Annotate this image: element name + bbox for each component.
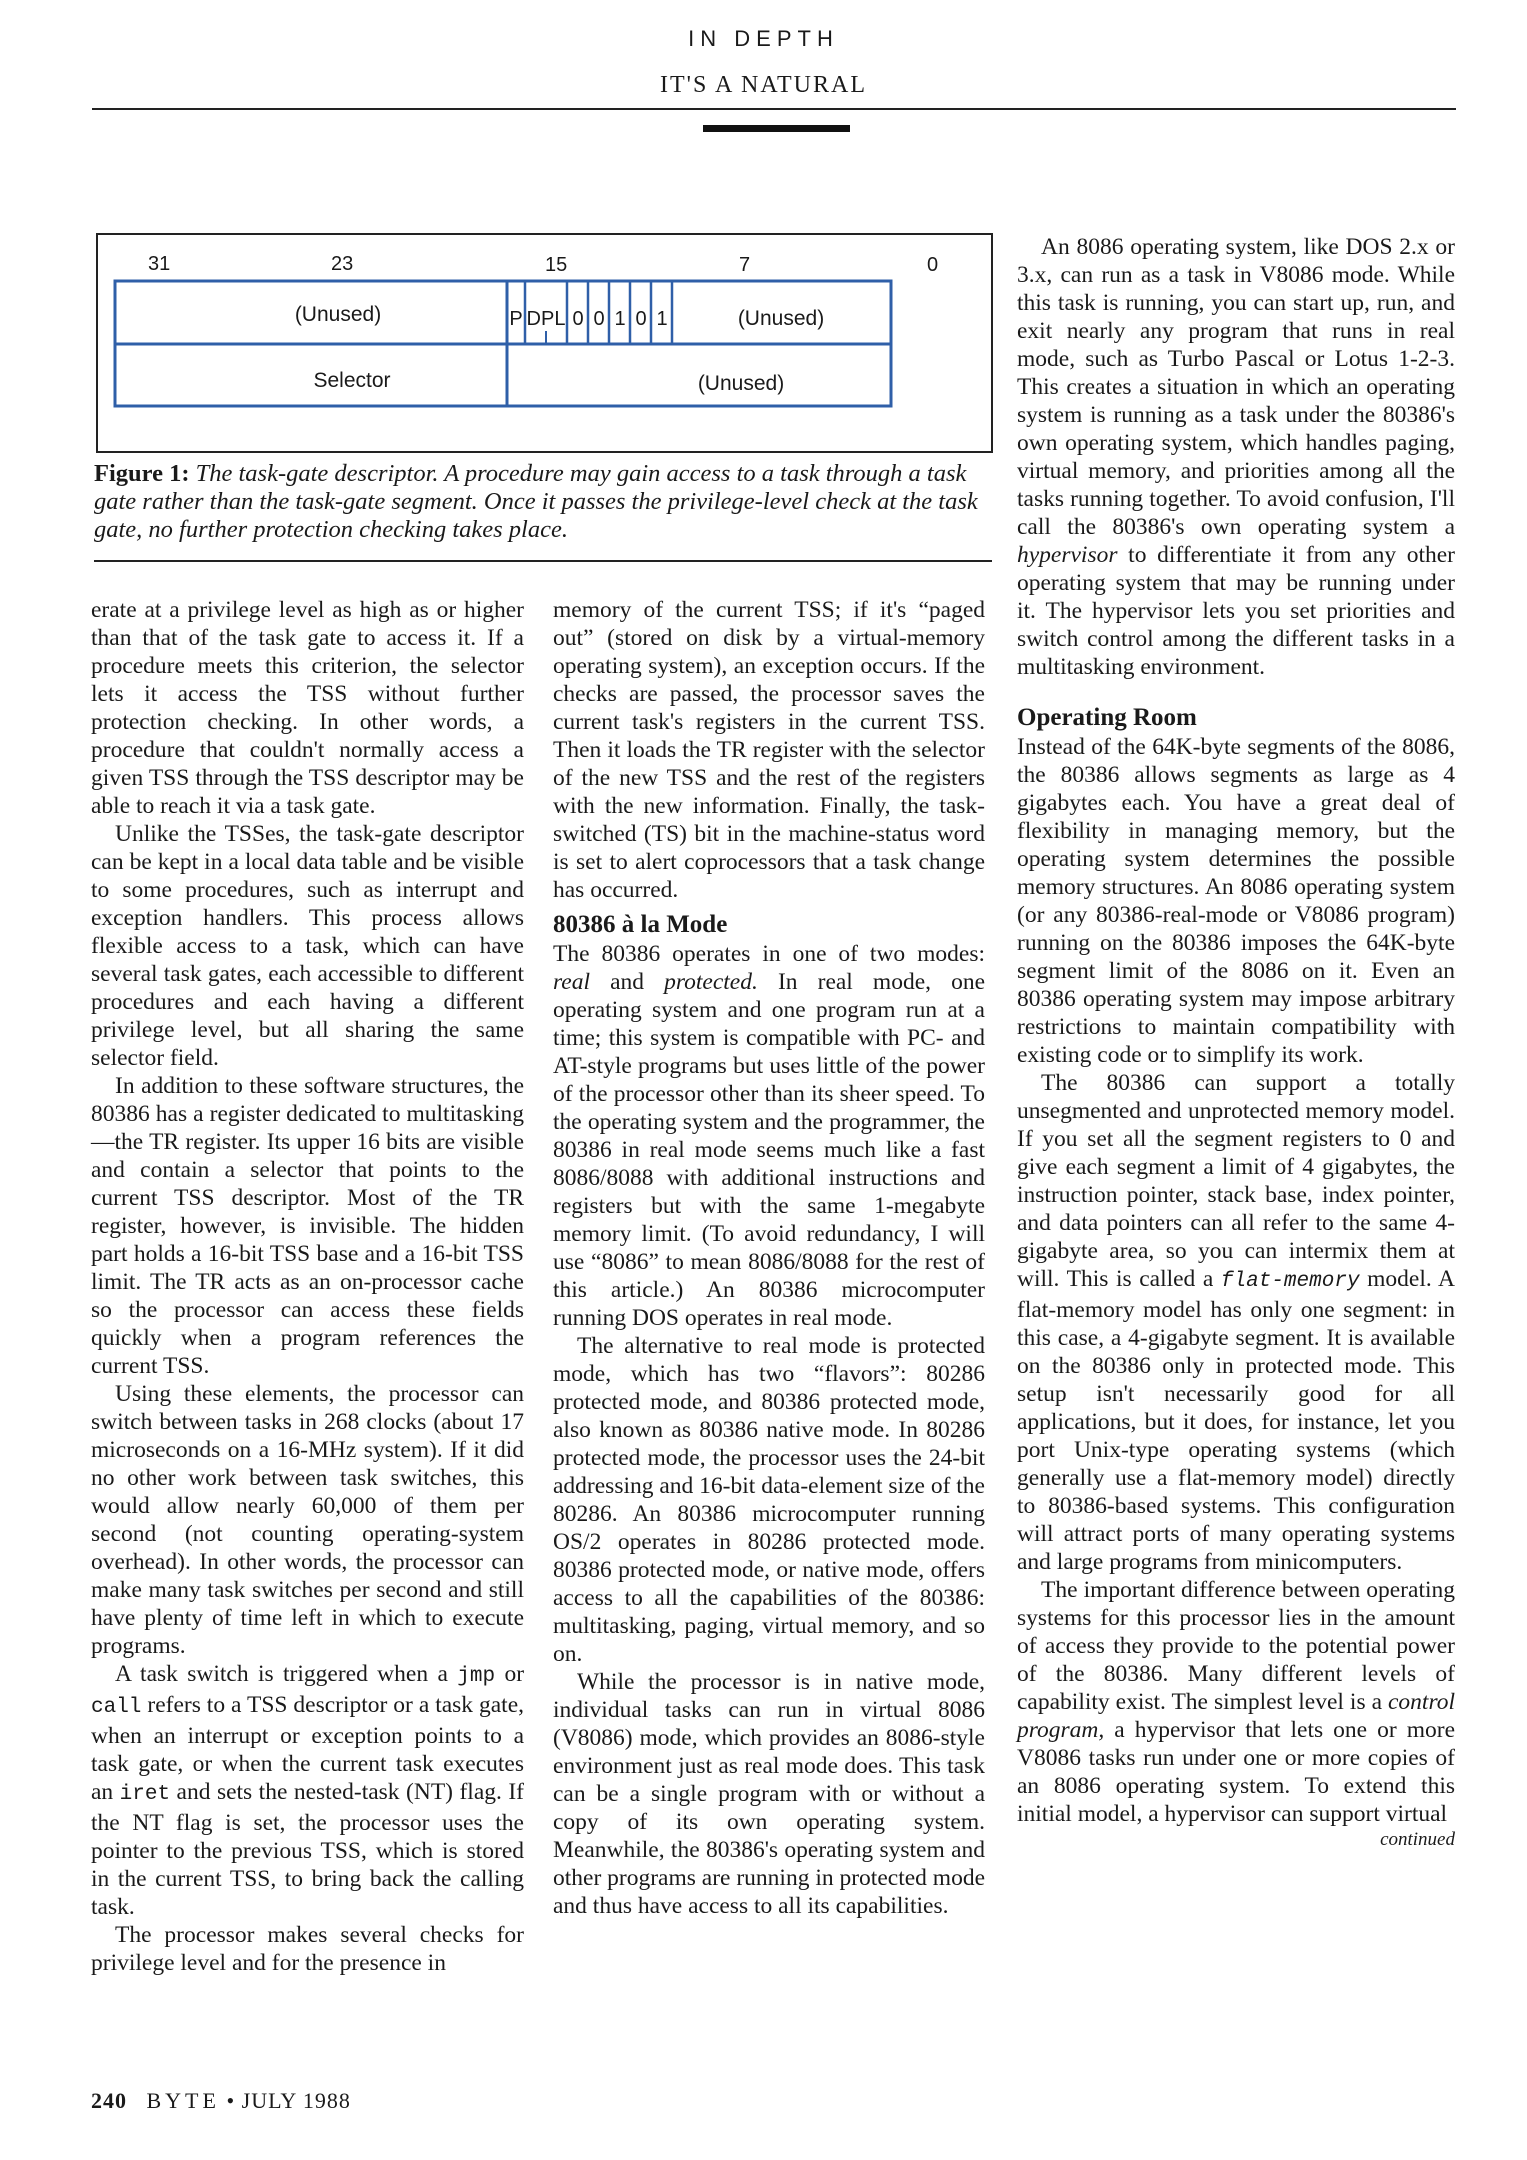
text: An 8086 operating system, like DOS 2.x or 3.x, can run as a task in V8086 mode. While this task is running, you can start up, run, and exit nearly any program that runs in real mode, such as Turbo Pascal or Lotus 1-2-3. This creates a situation in which an operating system is running as a task under the 80386's own operating system, which handles paging, virtual memory, and priorities among all the tasks running together. To avoid confusion, I'll call the 80386's own operating system a <box>1017 234 1455 540</box>
text: model. A flat-memory model has only one segment: in this case, a 4-gigabyte segment. It is available on the 80386 only in protected mode. This setup isn't necessarily good for all applications, but it does, for instance, let you port Unix-type operating systems (which generally use a flat-memory model) directly to 80386-based systems. This configuration will attract ports of many operating systems and large programs from minicomputers. <box>1017 1266 1456 1575</box>
figure-1 <box>96 233 993 453</box>
magazine-name: BYTE <box>146 2088 220 2113</box>
bit-0-label: 0 <box>927 254 939 276</box>
heading-80386-a-la-mode: 80386 à la Mode <box>553 911 728 938</box>
term-flat-memory: flat-memory <box>1220 1270 1360 1293</box>
text: A task switch is triggered when a <box>115 1661 448 1687</box>
col3-paragraph-1 <box>1017 233 1455 681</box>
header-thick-rule <box>703 125 850 132</box>
unused-right-label: (Unused) <box>737 307 825 330</box>
col2-paragraph-3: The alternative to real mode is protected mode, which has two “flavors”: 80286 protected mode, and 80386 protected mode, also known as 80386 native mode. In 80286 protected mode, the processor uses the 24-bit addressing and 16-bit data-element size of the 80286. An 80386 microcomputer running OS/2 operates in 80286 protected mode. 80386 protected mode, or native mode, offers access to all the capabilities of the 80386: multitasking, paging, virtual memory, and so on. <box>553 1333 985 1667</box>
col1-paragraph-3: In addition to these software structures, the 80386 has a register dedicated to multitasking—the TR register. Its upper 16 bits are visible and contain a selector that points to the current TSS descriptor. Most of the TR register, however, is invisible. The hidden part holds a 16-bit TSS base and a 16-bit TSS limit. The TR acts as an on-processor cache so the processor can access these fields quickly when a program references the current TSS. <box>91 1073 524 1379</box>
code-jmp: jmp <box>457 1665 496 1688</box>
text: a hypervisor that lets one or more V8086 tasks run under one or more copies of an 8086 operating system. To extend this initial model, a hypervisor can support virtual <box>1017 1717 1456 1827</box>
term-hypervisor: hypervisor <box>1017 542 1118 568</box>
text: and sets the nested-task (NT) flag. If the NT flag is set, the processor uses the pointer to the previous TSS, which is stored in the current TSS, to bring back the calling task. <box>91 1779 524 1920</box>
col1-paragraph-1: erate at a privilege level as high as or higher than that of the task gate to access it. If a procedure meets this criterion, the selector lets it access the TSS without further protection checking. In other words, a procedure that couldn't normally access a given TSS through the TSS descriptor may be able to reach it via a task gate. <box>91 597 524 819</box>
text: The 80386 operates in one of two modes: <box>553 941 985 967</box>
text: to differentiate it from any other operating system that may be running under it. The hypervisor lets you set priorities and switch control among the different tasks in a multitasking environment. <box>1017 542 1456 680</box>
column-3 <box>1017 233 1455 1852</box>
bit-23-label: 23 <box>331 253 354 275</box>
text: The important difference between operating systems for this processor lies in the amount of access they provide to the potential power of the 80386. Many different levels of capability exist. The simplest level is a <box>1017 1577 1455 1715</box>
page-number: 240 <box>91 2088 127 2113</box>
figure-caption <box>94 460 994 544</box>
column-1 <box>91 596 524 1977</box>
code-iret: iret <box>119 1783 171 1806</box>
section-header: IN DEPTH <box>688 26 839 51</box>
code-call: call <box>91 1696 142 1719</box>
heading-operating-room: Operating Room <box>1017 704 1197 731</box>
task-gate-diagram <box>98 235 991 451</box>
col3-paragraph-3 <box>1017 1069 1455 1576</box>
page-footer <box>91 2088 351 2114</box>
term-control-program: control program, <box>1017 1689 1456 1743</box>
bit-0-value: 0 <box>572 308 584 330</box>
header-rule <box>92 108 1456 110</box>
article-title: IT'S A NATURAL <box>659 72 867 98</box>
text: and <box>610 969 645 995</box>
col2-paragraph-4: While the processor is in native mode, individual tasks can run in virtual 8086 (V8086) mode, which provides an 8086-style environment just as real mode does. This task can be a single program with or without a copy of its own operating system. Meanwhile, the 80386's operating system and other programs are running in protected mode and thus have access to all its capabilities. <box>553 1669 985 1919</box>
footer-separator: • <box>226 2088 236 2113</box>
term-protected: protected. <box>664 969 758 995</box>
bit-31-label: 31 <box>148 253 171 275</box>
dpl-label: DPL <box>526 308 566 330</box>
bit-1-value: 0 <box>593 308 605 330</box>
unused-left-label: (Unused) <box>294 303 382 326</box>
selector-label: Selector <box>313 369 391 392</box>
column-2 <box>553 596 985 1920</box>
bit-4-value: 1 <box>656 308 668 330</box>
bit-7-label: 7 <box>739 254 751 276</box>
col1-paragraph-4: Using these elements, the processor can switch between tasks in 268 clocks (about 17 microseconds on a 16-MHz system). If it did no other work between task switches, this would allow nearly 60,000 of them per second (not counting operating-system overhead). In other words, the processor can make many task switches per second and still have plenty of time left in which to execute programs. <box>91 1381 524 1659</box>
caption-text: The task-gate descriptor. A procedure may gain access to a task through a task gate rather than the task-gate segment. Once it passes the privilege-level check at the task gate, no further protection checking takes place. <box>94 460 978 543</box>
col1-paragraph-2: Unlike the TSSes, the task-gate descriptor can be kept in a local data table and be visible to some procedures, such as interrupt and exception handlers. This process allows flexible access to a task, which can have several task gates, each accessible to different procedures and each having a different privilege level, but all sharing the same selector field. <box>91 821 524 1071</box>
col3-paragraph-2: Instead of the 64K-byte segments of the 8086, the 80386 allows segments as large as 4 gigabytes each. You have a great deal of flexibility in managing memory, but the operating system determines the possible memory structures. An 8086 operating system (or any 80386-real-mode or V8086 program) running on the 80386 imposes the 64K-byte segment limit of the 8086 on it. Even an 80386 operating system may impose arbitrary restrictions to maintain compatibility with existing code or to simplify its work. <box>1017 734 1455 1068</box>
text: In real mode, one operating system and one program run at a time; this system is compatible with PC- and AT-style programs but uses little of the power of the processor other than its sheer speed. To the operating system and the programmer, the 80386 in real mode seems much like a fast 8086/8088 with additional instructions and registers but with the same 1-megabyte memory limit. (To avoid redundancy, I will use “8086” to mean 8086/8088 for the rest of this article.) An 80386 microcomputer running DOS operates in real mode. <box>553 969 986 1331</box>
text: refers to a TSS descriptor or a task gate, when an interrupt or exception points to a task gate, or when the current task executes an <box>91 1692 525 1805</box>
bit-2-value: 1 <box>614 308 626 330</box>
col1-paragraph-6: The processor makes several checks for privilege level and for the presence in <box>91 1922 524 1976</box>
unused-bottom-label: (Unused) <box>697 372 785 395</box>
p-bit-label: P <box>509 308 523 330</box>
caption-label: Figure 1: <box>94 460 190 487</box>
text: or <box>504 1661 525 1687</box>
bit-3-value: 0 <box>635 308 647 330</box>
issue-date: JULY 1988 <box>241 2088 351 2113</box>
continued-label: continued <box>1380 1829 1455 1850</box>
text: The 80386 can support a totally unsegmented and unprotected memory model. If you set all the segment registers to 0 and give each segment a limit of 4 gigabytes, the instruction pointer, stack base, index pointer, and data pointers can all refer to the same 4-gigabyte area, so you can intermix them at will. This is called a <box>1017 1070 1455 1292</box>
col2-paragraph-2 <box>553 940 985 1332</box>
term-real: real <box>553 969 590 995</box>
col2-paragraph-1: memory of the current TSS; if it's “paged out” (stored on disk by a virtual-memory operating system), an exception occurs. If the checks are passed, the processor saves the current task's registers in the current TSS. Then it loads the TR register with the selector of the new TSS and the rest of the registers with the new information. Finally, the task-switched (TS) bit in the machine-status word is set to alert coprocessors that a task change has occurred. <box>553 597 985 903</box>
col1-paragraph-5 <box>91 1660 524 1921</box>
bit-15-label: 15 <box>545 254 568 276</box>
col3-paragraph-4 <box>1017 1576 1455 1828</box>
caption-rule <box>94 560 992 562</box>
